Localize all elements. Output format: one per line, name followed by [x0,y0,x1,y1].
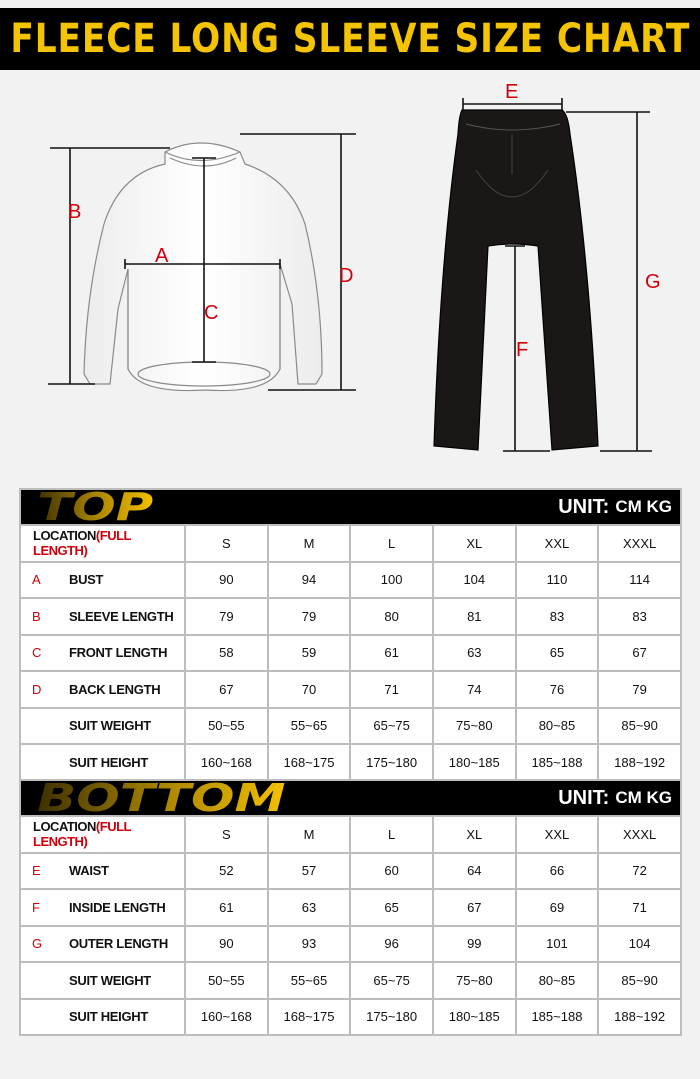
pants-illustration [434,110,598,450]
table-cell: 160~168 [186,1000,267,1035]
bottom-size-header-row [21,817,680,852]
row-name: SUIT HEIGHT [69,754,149,770]
top-size-header-row [21,526,680,561]
row-letter: G [32,936,43,952]
row-label [21,854,184,889]
bottom-location-suffix: (FULL LENGTH) [33,819,131,850]
top-size-xl: XL [434,526,515,561]
top-header [21,490,680,524]
top-section-word [29,490,299,524]
table-cell: 114 [599,563,680,598]
table-cell: 101 [517,927,598,962]
row-label [21,672,184,707]
table-cell: 79 [269,599,350,634]
table-cell: 188~192 [599,745,680,780]
bottom-size-m: M [269,817,350,852]
row-name: SUIT WEIGHT [69,972,151,988]
table-cell: 63 [269,890,350,925]
top-unit [558,490,672,524]
table-cell: 65~75 [351,963,432,998]
table-cell: 67 [599,636,680,671]
table-cell: 96 [351,927,432,962]
row-name: SLEEVE LENGTH [69,608,174,624]
top-location-suffix: (FULL LENGTH) [33,528,131,559]
dimension-label-d: D [339,265,354,287]
title-banner [0,0,700,74]
row-letter: E [32,863,41,879]
table-cell: 61 [186,890,267,925]
bottom-location-prefix: LOCATION [33,819,96,835]
table-cell: 110 [517,563,598,598]
table-cell: 65~75 [351,709,432,744]
table-cell: 90 [186,927,267,962]
table-cell: 81 [434,599,515,634]
bottom-unit [558,781,672,815]
row-name: INSIDE LENGTH [69,899,166,915]
table-cell: 79 [186,599,267,634]
bottom-size-s: S [186,817,267,852]
table-cell: 76 [517,672,598,707]
table-cell: 65 [517,636,598,671]
table-cell: 71 [599,890,680,925]
table-cell: 58 [186,636,267,671]
table-row [21,599,680,634]
table-cell: 93 [269,927,350,962]
top-unit-value: CM KG [615,497,672,516]
table-cell: 168~175 [269,1000,350,1035]
bottom-location-header [21,817,184,852]
table-row [21,1000,680,1035]
table-cell: 50~55 [186,709,267,744]
top-unit-label: UNIT: [558,495,610,518]
row-name: OUTER LENGTH [69,936,168,952]
top-wordmark-text: TOP [37,490,154,524]
table-row [21,927,680,962]
top-size-s: S [186,526,267,561]
page-title: FLEECE LONG SLEEVE SIZE CHART [10,16,690,62]
top-header-row [21,490,680,524]
dimension-label-f: F [516,339,529,361]
top-size-xxxl: XXXL [599,526,680,561]
table-row [21,745,680,780]
dimension-label-g: G [645,271,661,293]
row-label [21,636,184,671]
table-cell: 80~85 [517,709,598,744]
bottom-size-xl: XL [434,817,515,852]
table-cell: 57 [269,854,350,889]
table-cell: 160~168 [186,745,267,780]
table-cell: 175~180 [351,1000,432,1035]
row-label [21,963,184,998]
table-row [21,563,680,598]
top-size-xxl: XXL [517,526,598,561]
table-cell: 90 [186,563,267,598]
bottom-size-l: L [351,817,432,852]
row-name: BACK LENGTH [69,681,161,697]
row-name: BUST [69,572,104,588]
row-name: WAIST [69,863,109,879]
top-wordmark [29,490,299,524]
row-label [21,599,184,634]
table-cell: 100 [351,563,432,598]
row-label [21,1000,184,1035]
table-cell: 69 [517,890,598,925]
bottom-header [21,781,680,815]
dimension-label-e: E [505,81,519,103]
table-cell: 67 [186,672,267,707]
table-cell: 83 [517,599,598,634]
row-letter: D [32,681,42,697]
row-name: SUIT HEIGHT [69,1009,149,1025]
row-label [21,890,184,925]
table-cell: 71 [351,672,432,707]
table-cell: 79 [599,672,680,707]
row-letter: F [32,899,40,915]
table-cell: 185~188 [517,1000,598,1035]
table-cell: 94 [269,563,350,598]
table-row [21,636,680,671]
table-cell: 75~80 [434,963,515,998]
bottom-unit-value: CM KG [615,788,672,807]
top-size-table [19,488,682,782]
table-cell: 50~55 [186,963,267,998]
table-row [21,672,680,707]
table-cell: 175~180 [351,745,432,780]
table-row [21,963,680,998]
dimension-label-a: A [155,245,169,267]
title-bar [0,8,700,70]
bottom-unit-label: UNIT: [558,786,610,809]
table-cell: 66 [517,854,598,889]
table-cell: 60 [351,854,432,889]
table-cell: 180~185 [434,1000,515,1035]
table-row [21,890,680,925]
row-letter: B [32,608,41,624]
row-name: FRONT LENGTH [69,645,168,661]
table-cell: 180~185 [434,745,515,780]
table-cell: 85~90 [599,709,680,744]
top-location-prefix: LOCATION [33,528,96,544]
table-cell: 83 [599,599,680,634]
table-cell: 63 [434,636,515,671]
top-location-header [21,526,184,561]
dimension-label-b: B [68,201,82,223]
table-cell: 72 [599,854,680,889]
bottom-wordmark [29,781,449,815]
bottom-size-xxl: XXL [517,817,598,852]
table-row [21,854,680,889]
jersey-illustration [84,143,322,391]
table-cell: 74 [434,672,515,707]
table-cell: 67 [434,890,515,925]
row-label [21,927,184,962]
table-cell: 64 [434,854,515,889]
bottom-header-row [21,781,680,815]
dimension-label-c: C [204,302,219,324]
top-size-l: L [351,526,432,561]
table-row [21,709,680,744]
table-cell: 104 [599,927,680,962]
table-cell: 55~65 [269,963,350,998]
table-cell: 188~192 [599,1000,680,1035]
table-cell: 61 [351,636,432,671]
row-label [21,745,184,780]
table-cell: 70 [269,672,350,707]
bottom-section-word [29,781,449,815]
row-letter: A [32,572,41,588]
table-cell: 80 [351,599,432,634]
top-size-m: M [269,526,350,561]
table-cell: 75~80 [434,709,515,744]
row-letter: C [32,645,42,661]
table-cell: 99 [434,927,515,962]
table-cell: 55~65 [269,709,350,744]
table-cell: 185~188 [517,745,598,780]
bottom-size-table [19,779,682,1036]
table-cell: 85~90 [599,963,680,998]
table-cell: 59 [269,636,350,671]
garment-diagram [0,74,700,470]
table-cell: 65 [351,890,432,925]
table-cell: 80~85 [517,963,598,998]
row-label [21,709,184,744]
row-label [21,563,184,598]
bottom-wordmark-text: BOTTOM [37,781,286,815]
table-cell: 52 [186,854,267,889]
table-cell: 104 [434,563,515,598]
row-name: SUIT WEIGHT [69,718,151,734]
bottom-size-xxxl: XXXL [599,817,680,852]
table-cell: 168~175 [269,745,350,780]
